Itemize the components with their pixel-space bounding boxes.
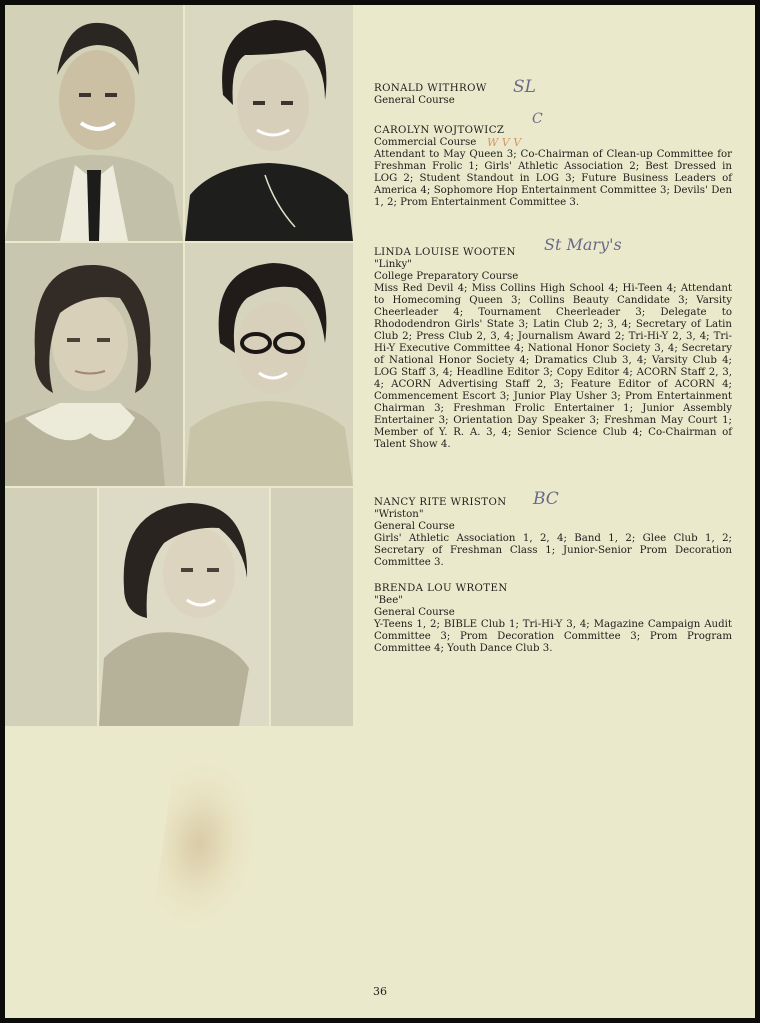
student-name: BRENDA LOU WROTEN xyxy=(374,583,508,594)
student-name: CAROLYN WOJTOWICZ xyxy=(374,125,505,136)
paper-stain xyxy=(152,760,263,931)
student-name: RONALD WITHROW xyxy=(374,83,487,94)
portrait-carolyn-wojtowicz xyxy=(185,5,353,241)
blank-photo-panel-left xyxy=(5,488,97,726)
student-nickname: "Linky" xyxy=(374,259,412,270)
portrait-linda-wooten-left xyxy=(5,243,183,486)
portrait-linda-wooten-right xyxy=(185,243,353,486)
student-activities: Attendant to May Queen 3; Co-Chairman of Clean-up Committee for Freshman Frolic 1; Girls' Athletic Association 2; Best Dressed in LOG 2; Student Standout in LOG 3; Future Business Leaders of America 4; Sophomore Hop Entertainment Committee 3; Devils' Den 1, 2; Prom Entertainment Committee 3. xyxy=(374,149,732,208)
student-activities: Y-Teens 1, 2; BIBLE Club 1; Tri-Hi-Y 3, 4; Magazine Campaign Audit Committee 3; Prom Decoration Committee 3; Prom Program Committee 4; Youth Dance Club 3. xyxy=(374,619,732,654)
student-name: LINDA LOUISE WOOTEN xyxy=(374,247,516,258)
student-course: Commercial Course xyxy=(374,137,477,148)
yearbook-page xyxy=(5,5,755,1018)
student-course: General Course xyxy=(374,607,455,618)
handwritten-note: St Mary's xyxy=(544,235,622,254)
student-nickname: "Bee" xyxy=(374,595,403,606)
portrait-nancy-wriston xyxy=(99,488,269,726)
handwritten-note: C xyxy=(532,111,543,127)
student-course: General Course xyxy=(374,521,455,532)
blank-photo-panel-right xyxy=(271,488,353,726)
handwritten-note-orange: W V V xyxy=(487,136,522,149)
entry-linda-wooten xyxy=(374,247,732,451)
entry-ronald-withrow xyxy=(374,83,732,107)
student-nickname: "Wriston" xyxy=(374,509,424,520)
portrait-ronald-withrow xyxy=(5,5,183,241)
entry-carolyn-wojtowicz xyxy=(374,125,732,209)
entry-brenda-wroten xyxy=(374,583,732,655)
page-number: 36 xyxy=(373,985,387,998)
student-course: General Course xyxy=(374,95,455,106)
handwritten-note: SL xyxy=(513,77,536,97)
student-name: NANCY RITE WRISTON xyxy=(374,497,507,508)
student-course: College Preparatory Course xyxy=(374,271,519,282)
handwritten-note: BC xyxy=(533,489,559,509)
student-activities: Miss Red Devil 4; Miss Collins High School 4; Hi-Teen 4; Attendant to Homecoming Queen 3; Collins Beauty Candidate 3; Varsity Cheerleader 4; Tournament Cheerleader 3; Delegate to Rhododendron Girls' State 3; Latin Club 2; 3, 4; Secretary of Latin Club 2; Press Club 2, 3, 4; Journalism Award 2; Tri-Hi-Y 2, 3, 4; Tri-Hi-Y Executive Committee 4; National Honor Society 3, 4; Secretary of National Honor Society 4; Dramatics Club 3, 4; Varsity Club 4; LOG Staff 3, 4; Headline Editor 3; Copy Editor 4; ACORN Staff 2, 3, 4; ACORN Advertising Staff 2, 3; Feature Editor of ACORN 4; Commencement Escort 3; Junior Play Usher 3; Prom Entertainment Chairman 3; Freshman Frolic Entertainer 1; Junior Assembly Entertainer 3; Orientation Day Speaker 3; Freshman May Court 1; Member of Y. R. A. 3, 4; Senior Science Club 4; Co-Chairman of Talent Show 4. xyxy=(374,283,732,450)
student-activities: Girls' Athletic Association 1, 2, 4; Band 1, 2; Glee Club 1, 2; Secretary of Freshman Class 1; Junior-Senior Prom Decoration Committee 3. xyxy=(374,533,732,568)
